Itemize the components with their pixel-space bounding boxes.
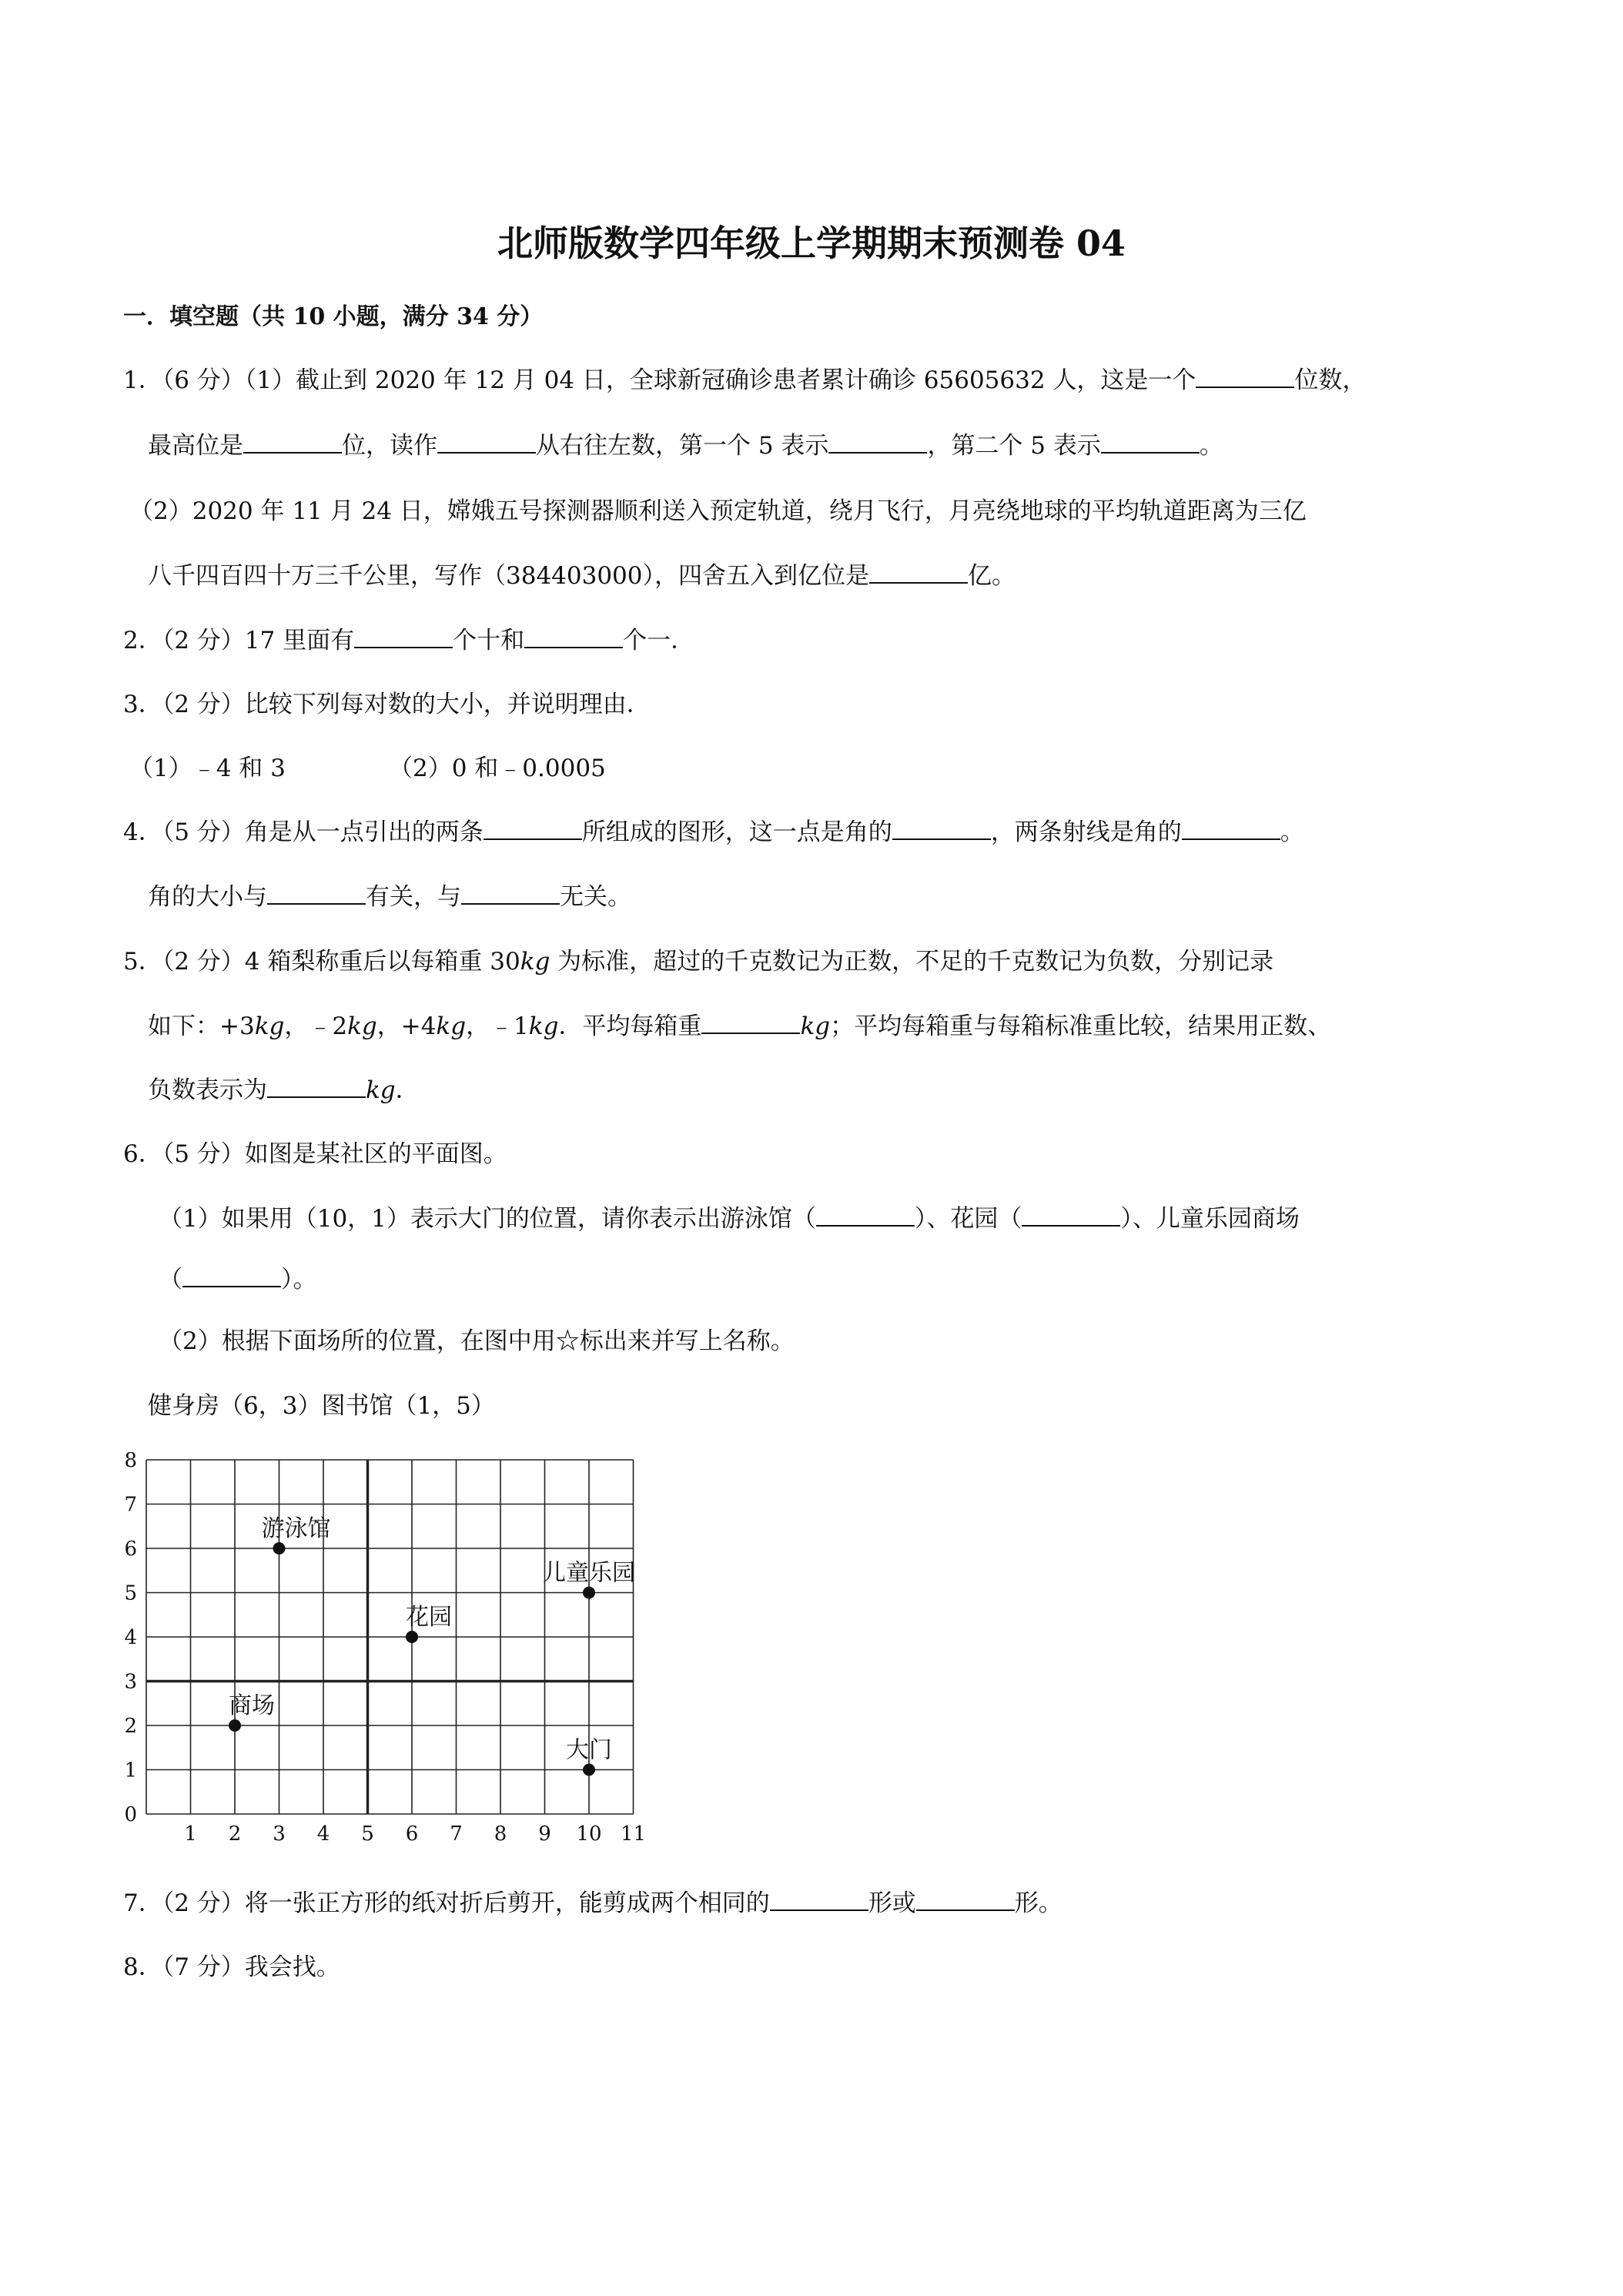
answer-blank[interactable] (816, 1203, 915, 1227)
y-tick-label: 1 (124, 1759, 137, 1782)
map-point-label: 游泳馆 (261, 1515, 331, 1542)
x-tick-label: 8 (494, 1822, 507, 1846)
answer-blank[interactable] (267, 882, 366, 905)
map-point-label: 花园 (406, 1604, 452, 1631)
answer-blank[interactable] (1101, 430, 1200, 454)
y-tick-label: 8 (124, 1452, 137, 1472)
answer-blank[interactable] (1196, 365, 1294, 388)
y-tick-label: 5 (124, 1581, 137, 1605)
x-tick-label: 10 (576, 1822, 602, 1846)
answer-blank[interactable] (828, 430, 927, 454)
answer-blank[interactable] (892, 817, 991, 840)
map-point-label: 儿童乐园 (543, 1559, 635, 1587)
answer-blank[interactable] (701, 1011, 800, 1034)
section-heading: 一．填空题（共 10 小题，满分 34 分） (123, 303, 544, 330)
question-6-part-2: （2）根据下面场所的位置，在图中用☆标出来并写上名称。 (159, 1327, 795, 1355)
question-6-part-1-line-2: （ ）。 (159, 1266, 317, 1294)
question-6-part-1-line-1: （1）如果用（10，1）表示大门的位置，请你表示出游泳馆（ ）、花园（ ）、儿童乐园商场 (159, 1205, 1300, 1233)
answer-blank[interactable] (1182, 817, 1280, 840)
answer-blank[interactable] (243, 430, 342, 454)
answer-blank[interactable] (484, 817, 582, 840)
answer-blank[interactable] (437, 430, 536, 454)
question-4-line-1: 4．（5 分）角是从一点引出的两条 所组成的图形，这一点是角的 ，两条射线是角的 。 (123, 818, 1304, 846)
question-1-line-3: （2）2020 年 11 月 24 日，嫦娥五号探测器顺利送入预定轨道，绕月飞行，月亮绕地球的平均轨道距离为三亿 (129, 497, 1307, 525)
question-5-line-2: 如下：+3kg，﹣2kg，+4kg，﹣1kg．平均每箱重 kg；平均每箱重与每箱标准重比较，结果用正数、 (148, 1012, 1332, 1040)
y-tick-label: 3 (124, 1670, 137, 1694)
answer-blank[interactable] (461, 882, 560, 905)
map-point-label: 商场 (229, 1692, 275, 1719)
question-5-line-3: 负数表示为 kg． (148, 1076, 420, 1104)
answer-blank[interactable] (770, 1888, 868, 1911)
map-points (229, 1515, 635, 1776)
answer-blank[interactable] (524, 625, 623, 648)
x-tick-label: 6 (405, 1822, 419, 1846)
question-7: 7．（2 分）将一张正方形的纸对折后剪开，能剪成两个相同的 形或 形。 (123, 1889, 1062, 1917)
question-6: 6．（5 分）如图是某社区的平面图。 (123, 1140, 507, 1168)
question-4-line-2: 角的大小与 有关，与 无关。 (148, 883, 631, 911)
x-tick-label: 3 (273, 1822, 286, 1846)
x-tick-label: 7 (450, 1822, 463, 1846)
y-tick-label: 4 (124, 1626, 137, 1649)
question-2: 2．（2 分）17 里面有 个十和 个一． (123, 627, 695, 654)
x-tick-label: 11 (620, 1822, 647, 1846)
y-tick-label: 6 (124, 1538, 137, 1561)
answer-blank[interactable] (267, 1075, 366, 1098)
x-tick-label: 2 (228, 1822, 242, 1846)
map-point (583, 1764, 595, 1776)
question-1-line-4: 八千四百四十万三千公里，写作（384403000），四舍五入到亿位是 亿。 (148, 562, 1016, 590)
map-point (406, 1631, 418, 1643)
question-8: 8．（7 分）我会找。 (123, 1953, 340, 1981)
map-point (273, 1542, 286, 1555)
question-3-part-2: （2）0 和﹣0.0005 (389, 755, 606, 782)
map-point-label: 大门 (566, 1736, 612, 1764)
answer-blank[interactable] (916, 1888, 1015, 1911)
answer-blank[interactable] (354, 625, 453, 648)
question-6-places: 健身房（6，3）图书馆（1，5） (148, 1392, 495, 1420)
y-tick-label: 2 (124, 1715, 137, 1738)
y-tick-label: 0 (124, 1803, 137, 1826)
map-point (229, 1719, 241, 1732)
axis-labels (124, 1452, 646, 1846)
answer-blank[interactable] (1022, 1203, 1120, 1227)
map-point (583, 1587, 595, 1599)
x-tick-label: 5 (361, 1822, 374, 1846)
question-1-line-2: 最高位是 位，读作 从右往左数，第一个 5 表示 ，第二个 5 表示 。 (148, 432, 1223, 460)
community-map-grid (123, 1452, 662, 1853)
answer-blank[interactable] (869, 561, 968, 584)
question-3: 3．（2 分）比较下列每对数的大小，并说明理由． (123, 691, 651, 718)
question-3-part-1: （1）﹣4 和 3 (129, 755, 286, 782)
x-tick-label: 4 (316, 1822, 330, 1846)
question-5-line-1: 5．（2 分）4 箱梨称重后以每箱重 30kg 为标准，超过的千克数记为正数，不足的千克数记为负数，分别记录 (123, 948, 1274, 976)
answer-blank[interactable] (182, 1264, 281, 1287)
grid-lines (146, 1460, 634, 1814)
x-tick-label: 9 (538, 1822, 551, 1846)
page-title: 北师版数学四年级上学期期末预测卷 04 (497, 223, 1126, 264)
question-1-line-1: 1．（6 分）（1）截止到 2020 年 12 月 04 日，全球新冠确诊患者累计确诊 65605632 人，这是一个 位数， (123, 366, 1367, 394)
x-tick-label: 1 (184, 1822, 197, 1846)
y-tick-label: 7 (124, 1493, 137, 1517)
